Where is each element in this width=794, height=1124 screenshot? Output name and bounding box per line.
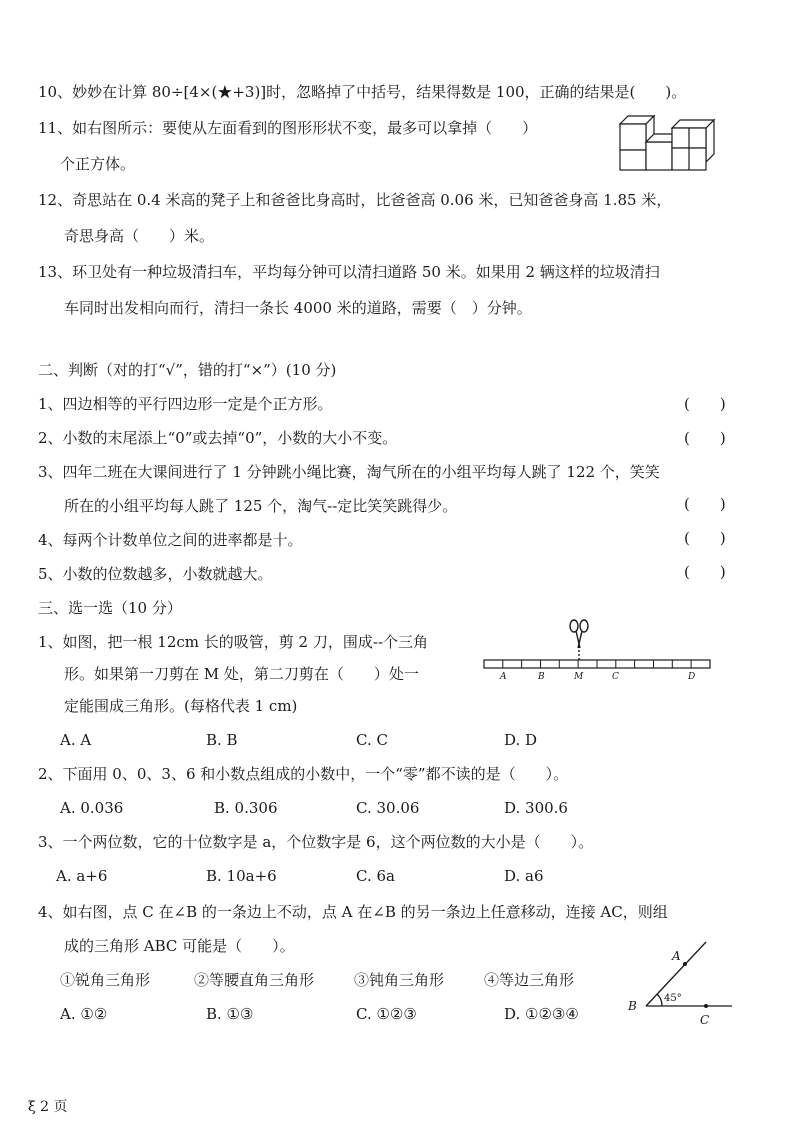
triangle-type-1: ①锐角三角形 [60, 971, 151, 989]
choose-2-option-d[interactable]: D. 300.6 [504, 799, 568, 817]
ruler-label-d: D [688, 672, 696, 682]
judge-question-4: 4、每两个计数单位之间的进率都是十。 [38, 531, 303, 549]
section-judge-title: 二、判断（对的打“√”，错的打“×”）(10 分) [38, 361, 337, 379]
judge-answer-5[interactable]: ( ) [684, 563, 726, 581]
choose-question-4-line1: 4、如右图，点 C 在∠B 的一条边上不动，点 A 在∠B 的另一条边上任意移动，连接 AC，则组 [38, 903, 668, 921]
cube-stack-figure [614, 108, 722, 172]
ruler-label-m: M [574, 672, 584, 682]
choose-4-option-b[interactable]: B. ①③ [206, 1005, 254, 1023]
judge-question-5: 5、小数的位数越多，小数就越大。 [38, 565, 273, 583]
point-a-label: A [672, 949, 681, 963]
choose-question-1-line2: 形。如果第一刀剪在 M 处，第二刀剪在（ ）处一 [64, 665, 419, 683]
ruler-label-b: B [538, 672, 545, 682]
choose-4-option-d[interactable]: D. ①②③④ [504, 1005, 579, 1023]
ruler-label-a: A [500, 672, 507, 682]
choose-4-option-a[interactable]: A. ①② [60, 1005, 108, 1023]
question-12-line1: 12、奇思站在 0.4 米高的凳子上和爸爸比身高时，比爸爸高 0.06 米，已知爸爸身高 1.85 米， [38, 191, 672, 209]
choose-2-option-c[interactable]: C. 30.06 [356, 799, 420, 817]
choose-3-option-d[interactable]: D. a6 [504, 867, 544, 885]
question-11-line2: 个正方体。 [60, 155, 136, 173]
triangle-type-4: ④等边三角形 [484, 971, 575, 989]
straw-ruler-figure [480, 616, 716, 686]
question-11-line1: 11、如右图所示：要使从左面看到的图形形状不变，最多可以拿掉（ ） [38, 119, 538, 137]
choose-2-option-a[interactable]: A. 0.036 [60, 799, 124, 817]
question-13-line1: 13、环卫处有一种垃圾清扫车，平均每分钟可以清扫道路 50 米。如果用 2 辆这样的垃圾清扫 [38, 263, 660, 281]
choose-question-1-line3: 定能围成三角形。(每格代表 1 cm) [64, 697, 298, 715]
judge-answer-4[interactable]: ( ) [684, 529, 726, 547]
choose-1-option-c[interactable]: C. C [356, 731, 388, 749]
choose-3-option-c[interactable]: C. 6a [356, 867, 395, 885]
triangle-type-3: ③钝角三角形 [354, 971, 445, 989]
angle-abc-figure [624, 936, 736, 1032]
choose-question-1-line1: 1、如图，把一根 12cm 长的吸管，剪 2 刀，围成--个三角 [38, 633, 429, 651]
judge-question-1: 1、四边相等的平行四边形一定是个正方形。 [38, 395, 333, 413]
question-13-line2: 车同时出发相向而行，清扫一条长 4000 米的道路，需要（ ）分钟。 [64, 299, 532, 317]
judge-question-3-line2: 所在的小组平均每人跳了 125 个，淘气--定比笑笑跳得少。 [64, 497, 458, 515]
choose-1-option-a[interactable]: A. A [60, 731, 92, 749]
section-choose-title: 三、选一选（10 分） [38, 599, 182, 617]
judge-answer-1[interactable]: ( ) [684, 395, 726, 413]
choose-4-option-c[interactable]: C. ①②③ [356, 1005, 417, 1023]
angle-label: 45° [664, 993, 682, 1004]
choose-question-4-line2: 成的三角形 ABC 可能是（ ）。 [64, 937, 295, 955]
question-12-line2: 奇思身高（ ）米。 [64, 227, 215, 245]
point-c-label: C [700, 1013, 710, 1027]
question-10: 10、妙妙在计算 80÷[4×(★+3)]时，忽略掉了中括号，结果得数是 100，正确的结果是( )。 [38, 83, 687, 101]
choose-1-option-d[interactable]: D. D [504, 731, 538, 749]
judge-answer-3[interactable]: ( ) [684, 495, 726, 513]
choose-2-option-b[interactable]: B. 0.306 [214, 799, 278, 817]
choose-question-3: 3、一个两位数，它的十位数字是 a，个位数字是 6，这个两位数的大小是（ ）。 [38, 833, 594, 851]
choose-question-2: 2、下面用 0、0、3、6 和小数点组成的小数中，一个“零”都不读的是（ ）。 [38, 765, 569, 783]
triangle-type-2: ②等腰直角三角形 [194, 971, 315, 989]
judge-question-3-line1: 3、四年二班在大课间进行了 1 分钟跳小绳比赛，淘气所在的小组平均每人跳了 122 个，笑笑 [38, 463, 660, 481]
ruler-label-c: C [612, 672, 619, 682]
judge-question-2: 2、小数的末尾添上“0”或去掉“0”，小数的大小不变。 [38, 429, 398, 447]
judge-answer-2[interactable]: ( ) [684, 429, 726, 447]
scissors-icon [570, 620, 588, 662]
choose-3-option-b[interactable]: B. 10a+6 [206, 867, 277, 885]
page-footer: ξ 2 页 [28, 1099, 68, 1115]
choose-1-option-b[interactable]: B. B [206, 731, 238, 749]
point-b-label: B [628, 999, 637, 1013]
choose-3-option-a[interactable]: A. a+6 [56, 867, 108, 885]
